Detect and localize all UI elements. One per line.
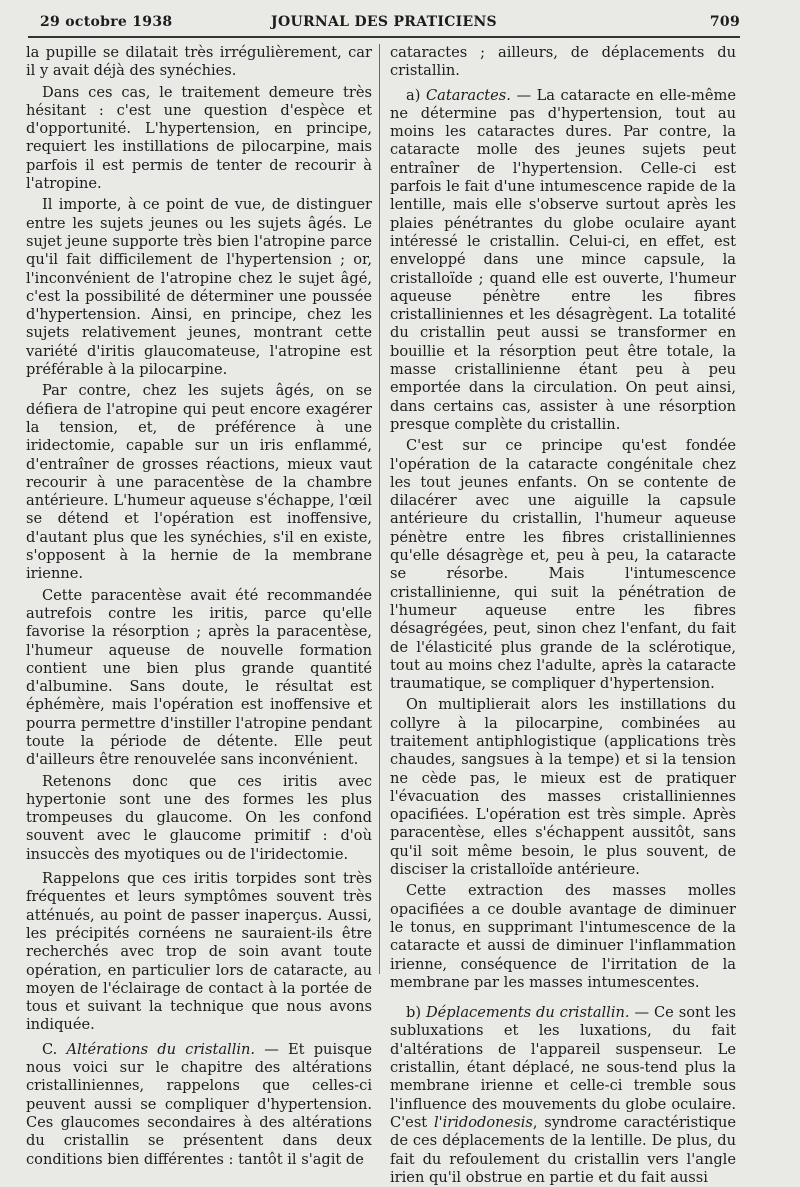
subsection-text-end: , syndrome caractéristique de ces déplacements de la lentille. De plus, du fait du refoulement du cristallin vers l'angle irien qu'il obstrue en partie et du fait aussi [390, 1113, 737, 1186]
subsection-title: Déplacements du cristallin. [425, 1004, 630, 1022]
paragraph: Cette paracentèse avait été recommandée autrefois contre les iritis, parce qu'elle favorise la résorption ; après la paracentèse, l'humeur aqueuse de nouvelle formation contient une bien plus grande quantité d'albumine. Sans doute, le résultat est éphémère, mais l'opération est inoffensive et pourra permettre d'instiller l'atropine pendant toute la période de détente. Elle peut d'ailleurs être renouvelée sans inconvénient. [26, 586, 372, 769]
subsection-paragraph [390, 1004, 736, 1187]
subsection-text: — La cataracte en elle-même ne détermine pas d'hypertension, tout au moins les cataractes dures. Par contre, la cataracte molle des jeunes sujets peut entraîner de l'hypertension. Celle-ci est parfois le fait d'une intumescence rapide de la lentille, mais elle s'observe surtout après les plaies pénétrantes du globe oculaire ayant intéressé le cristallin. Celui-ci, en effet, est enveloppé dans une mince capsule, la cristalloïde ; quand elle est ouverte, l'humeur aqueuse pénètre entre les fibres cristalliniennes et les désagrègent. La totalité du cristallin peut aussi se transformer en bouillie et la résorption peut être totale, la masse cristallinienne étant peu à peu emportée dans la circulation. On peut ainsi, dans certains cas, assister à une résorption presque complète du cristallin. [390, 86, 736, 433]
paragraph: Par contre, chez les sujets âgés, on se défiera de l'atropine qui peut encore exagérer la tension, et, de préférence à une iridectomie, capable sur un iris enflammé, d'entraîner de grosses réactions, mieux vaut recourir à une paracentèse de la chambre antérieure. L'humeur aqueuse s'échappe, l'œil se détend et l'opération est inoffensive, d'autant plus que les synéchies, s'il en existe, s'opposent à la hernie de la membrane irienne. [26, 382, 372, 583]
column-divider [379, 44, 380, 974]
page-header [28, 14, 740, 36]
section-paragraph [26, 1041, 372, 1169]
paragraph: la pupille se dilatait très irrégulièrement, car il y avait déjà des synéchies. [26, 44, 372, 80]
paragraph: cataractes ; ailleurs, de déplacements du cristallin. [390, 44, 736, 80]
paragraph: C'est sur ce principe qu'est fondée l'opération de la cataracte congénitale chez les tout jeunes enfants. On se contente de dilacérer avec une aiguille la capsule antérieure du cristallin, l'humeur aqueuse pénètre entre les fibres cristalliniennes qu'elle désagrège et, peu à peu, la cataracte se résorbe. Mais l'intumescence cristallinienne, qui suit la pénétration de l'humeur aqueuse entre les fibres désagrégées, peut, sinon chez l'enfant, du fait de l'élasticité plus grande de la sclérotique, tout au moins chez l'adulte, après la cataracte traumatique, se compliquer d'hypertension. [390, 437, 736, 693]
subsection-title: Cataractes. [425, 86, 511, 104]
section-title: Altérations du cristallin. [66, 1040, 256, 1058]
subsection-lead: a) [406, 86, 426, 104]
section-text: — Et puisque nous voici sur le chapitre des altérations cristalliniennes, rappelons que celles-ci peuvent aussi se compliquer d'hypertension. Ces glaucomes secondaires à des altérations du cristallin se présentent dans deux conditions bien différentes : tantôt il s'agit de [26, 1040, 372, 1168]
subsection-text: — Ce sont les subluxations et les luxations, du fait d'altérations de l'appareil suspenseur. Le cristallin, étant déplacé, ne sous-tend plus la membrane irienne et celle-ci tremble sous l'influence des mouvements du globe oculaire. C'est [390, 1004, 736, 1131]
term-iridodonesis: l'iridodonesis [433, 1113, 533, 1131]
page-number: 709 [709, 14, 740, 30]
paragraph: Dans ces cas, le traitement demeure très hésitant : c'est une question d'espèce et d'opportunité. L'hypertension, en principe, requiert les instillations de pilocarpine, mais parfois il est permis de tenter de recourir à l'atropine. [26, 83, 372, 193]
subsection-paragraph [390, 87, 736, 435]
paragraph: On multiplierait alors les instillations du collyre à la pilocarpine, combinées au traitement antiphlogistique (applications très chaudes, sangsues à la tempe) et si la tension ne cède pas, le mieux est de pratiquer l'évacuation des masses cristalliniennes opacifiées. L'opération est très simple. Après paracentèse, elles s'échappent aussitôt, sans qu'il soit même besoin, le plus souvent, de disciser la cristalloïde antérieure. [390, 696, 736, 879]
right-column [390, 44, 736, 1187]
subsection-lead: b) [406, 1004, 426, 1022]
left-column [26, 44, 372, 1169]
journal-title: JOURNAL DES PRATICIENS [271, 14, 497, 30]
paragraph: Il importe, à ce point de vue, de distinguer entre les sujets jeunes ou les sujets âgés. Le sujet jeune supporte très bien l'atropine parce qu'il fait difficilement de l'hypertension ; or, l'inconvénient de l'atropine chez le sujet âgé, c'est la possibilité de déterminer une poussée d'hypertension. Ainsi, en principe, chez les sujets relativement jeunes, montrant cette variété d'iritis glaucomateuse, l'atropine est préférable à la pilocarpine. [26, 196, 372, 379]
paragraph: Rappelons que ces iritis torpides sont très fréquentes et leurs symptômes souvent très atténués, au point de passer inaperçus. Aussi, les précipités cornéens ne sauraient-ils être recherchés avec trop de soin avant toute opération, en particulier lors de cataracte, au moyen de l'éclairage de contact à la portée de tous et suivant la technique que nous avons indiquée. [26, 870, 372, 1034]
paragraph: Retenons donc que ces iritis avec hypertonie sont une des formes les plus trompeuses du glaucome. On les confond souvent avec le glaucome primitif : d'où insuccès des myotiques ou de l'iridectomie. [26, 772, 372, 863]
paragraph: Cette extraction des masses molles opacifiées a ce double avantage de diminuer le tonus, en supprimant l'intumescence de la cataracte et aussi de diminuer l'inflammation irienne, conséquence de l'irritation de la membrane par les masses intumescentes. [390, 882, 736, 991]
section-lead: C. [42, 1040, 67, 1058]
header-rule [28, 36, 740, 38]
issue-date: 29 octobre 1938 [40, 14, 173, 30]
